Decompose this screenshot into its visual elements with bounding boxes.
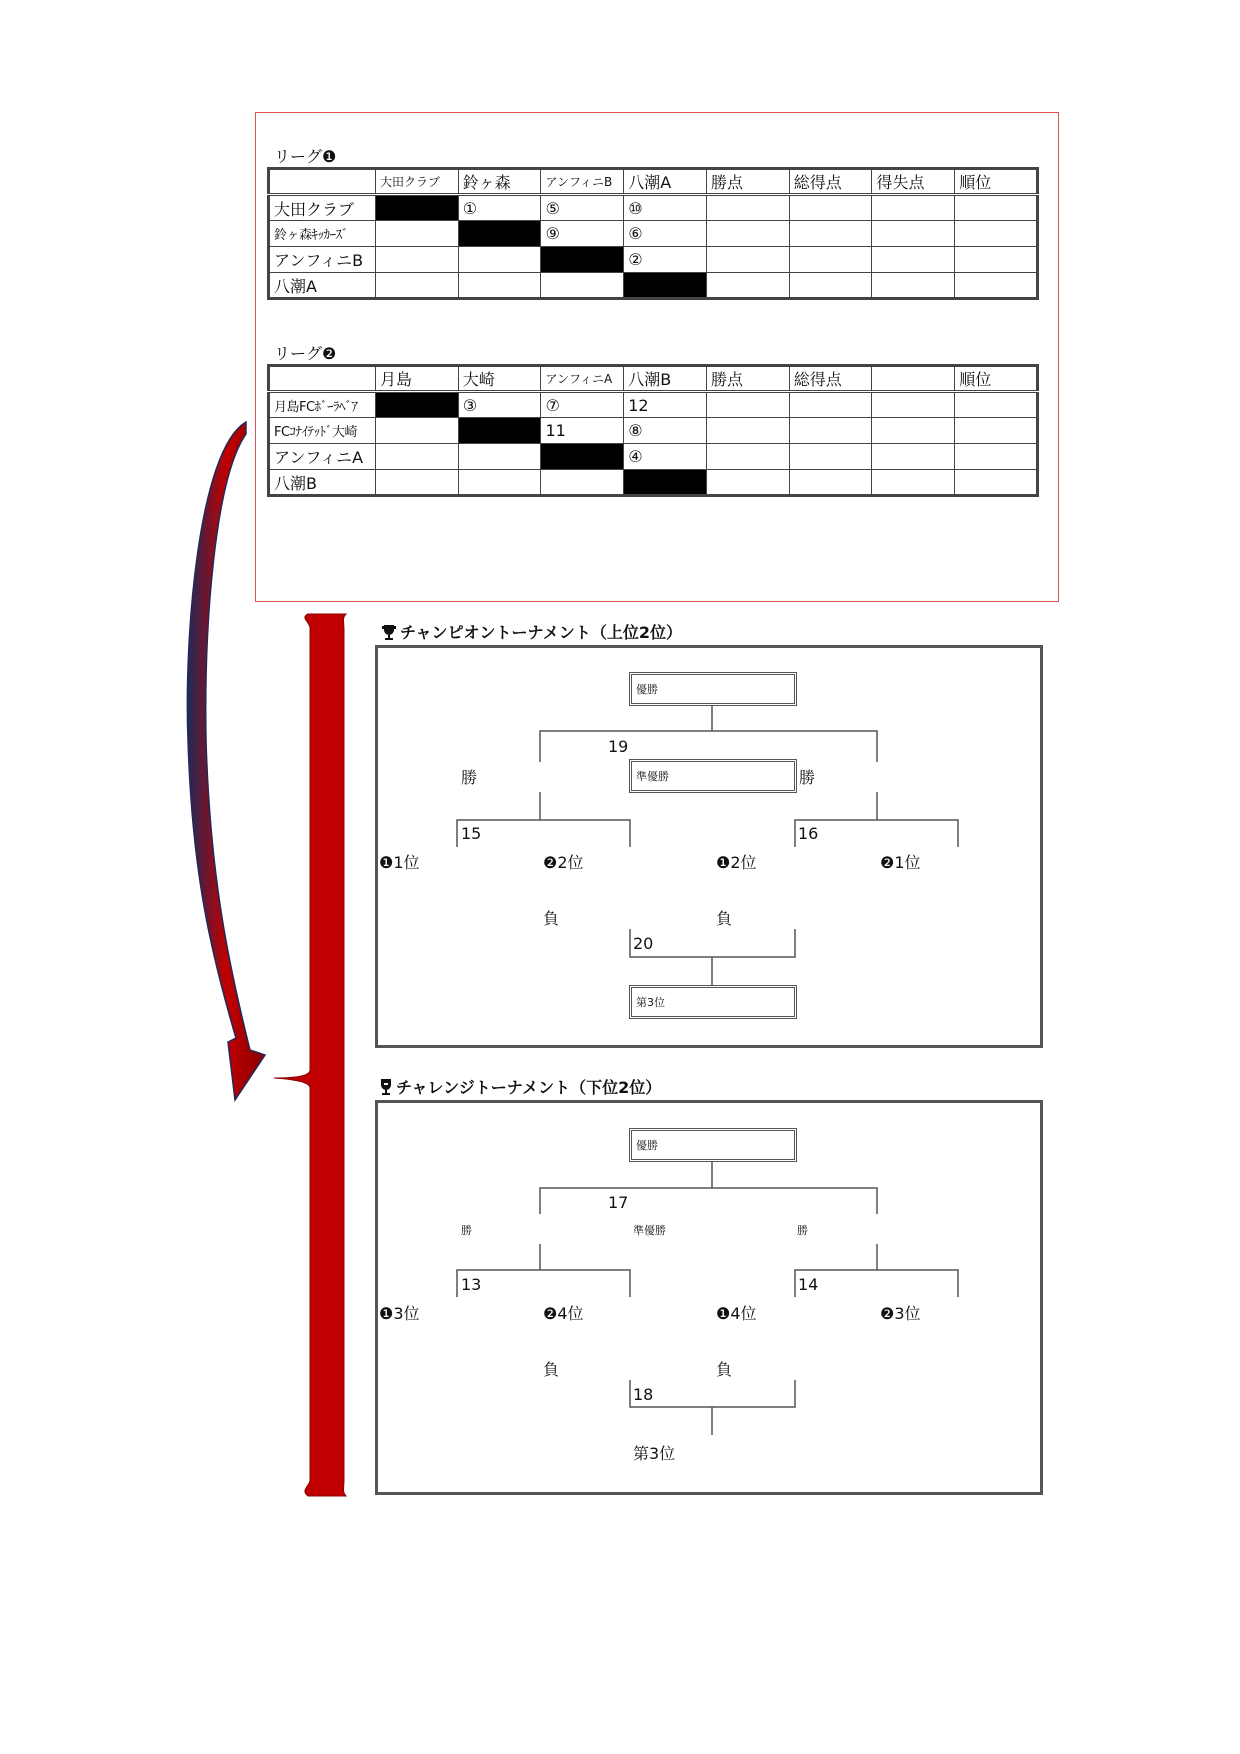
match-cell: ⑤	[541, 195, 624, 221]
header-cell: 鈴ヶ森	[458, 169, 541, 195]
match-number: 14	[798, 1275, 819, 1294]
table-row	[269, 247, 1038, 273]
goal-diff-cell	[872, 418, 955, 444]
goals-cell	[789, 273, 872, 299]
self-match-cell	[624, 273, 707, 299]
table-row	[269, 273, 1038, 299]
seed-label: ❶2位	[716, 853, 757, 872]
match-cell	[458, 470, 541, 496]
match-number: 15	[461, 824, 482, 843]
league1-header-row	[269, 169, 1038, 195]
header-cell: 大崎	[458, 366, 541, 392]
goal-diff-cell	[872, 273, 955, 299]
header-cell: 総得点	[789, 169, 872, 195]
header-cell: 大田クラブ	[375, 169, 458, 195]
points-cell	[706, 470, 789, 496]
match-number: 13	[461, 1275, 482, 1294]
goal-diff-cell	[872, 470, 955, 496]
points-cell	[706, 273, 789, 299]
win-label: 勝	[461, 1224, 472, 1237]
goals-cell	[789, 392, 872, 418]
match-cell	[458, 444, 541, 470]
bracket-brace-icon	[270, 612, 350, 1498]
match-cell	[375, 273, 458, 299]
header-cell: 順位	[955, 169, 1038, 195]
match-cell	[375, 444, 458, 470]
team-name-cell: アンフィニA	[269, 444, 376, 470]
team-name-cell: 八潮B	[269, 470, 376, 496]
champion-box: 優勝	[629, 672, 797, 706]
rank-cell	[955, 247, 1038, 273]
match-number: 17	[608, 1193, 629, 1212]
win-label: 勝	[799, 768, 816, 787]
match-cell: ③	[458, 392, 541, 418]
seed-label: ❷1位	[880, 853, 921, 872]
goals-cell	[789, 444, 872, 470]
match-cell: ⑦	[541, 392, 624, 418]
header-cell: 順位	[955, 366, 1038, 392]
seed-label: ❷2位	[543, 853, 584, 872]
team-name-cell: 大田クラブ	[269, 195, 376, 221]
header-cell: アンフィニB	[541, 169, 624, 195]
win-label: 勝	[797, 1224, 808, 1237]
rank-cell	[955, 444, 1038, 470]
self-match-cell	[375, 195, 458, 221]
self-match-cell	[624, 470, 707, 496]
seed-label: ❶1位	[379, 853, 420, 872]
team-name-cell: 鈴ヶ森ｷｯｶｰｽﾞ	[269, 221, 376, 247]
header-cell: 勝点	[706, 366, 789, 392]
team-name-cell: 八潮A	[269, 273, 376, 299]
goals-cell	[789, 195, 872, 221]
header-cell: 八潮B	[624, 366, 707, 392]
rank-cell	[955, 418, 1038, 444]
champion-box: 優勝	[629, 1128, 797, 1162]
points-cell	[706, 392, 789, 418]
third-place-label: 第3位	[633, 1444, 676, 1463]
team-name-cell: 月島FCﾎﾞｰﾗﾍﾞｱ	[269, 392, 376, 418]
third-place-box: 第3位	[629, 985, 797, 1019]
match-cell: ⑨	[541, 221, 624, 247]
match-cell	[375, 221, 458, 247]
header-cell: 月島	[375, 366, 458, 392]
seed-label: ❷3位	[880, 1304, 921, 1323]
seed-label: ❶3位	[379, 1304, 420, 1323]
table-row	[269, 444, 1038, 470]
points-cell	[706, 444, 789, 470]
goals-cell	[789, 247, 872, 273]
goal-diff-cell	[872, 247, 955, 273]
lose-label: 負	[716, 1360, 733, 1379]
match-cell: ④	[624, 444, 707, 470]
medal-icon	[378, 1078, 394, 1096]
points-cell	[706, 195, 789, 221]
match-cell: ⑧	[624, 418, 707, 444]
challenge-heading	[378, 1075, 661, 1098]
self-match-cell	[541, 444, 624, 470]
team-name-cell: アンフィニB	[269, 247, 376, 273]
runner-up-box: 準優勝	[629, 759, 797, 793]
match-cell	[375, 247, 458, 273]
header-cell: 総得点	[789, 366, 872, 392]
match-cell: ②	[624, 247, 707, 273]
match-cell	[541, 273, 624, 299]
match-cell	[541, 470, 624, 496]
table-row	[269, 418, 1038, 444]
match-cell: 12	[624, 392, 707, 418]
champion-heading	[380, 620, 682, 643]
self-match-cell	[541, 247, 624, 273]
match-number: 18	[633, 1385, 654, 1404]
match-cell	[458, 273, 541, 299]
match-cell	[375, 418, 458, 444]
team-name-cell: FCｺﾅｲﾃｯﾄﾞ大崎	[269, 418, 376, 444]
match-cell: ⑥	[624, 221, 707, 247]
match-cell: ⑩	[624, 195, 707, 221]
table-row	[269, 195, 1038, 221]
header-cell: 勝点	[706, 169, 789, 195]
seed-label: ❶4位	[716, 1304, 757, 1323]
win-label: 勝	[461, 768, 478, 787]
match-number: 20	[633, 934, 654, 953]
league2-table	[267, 364, 1039, 497]
self-match-cell	[458, 221, 541, 247]
goal-diff-cell	[872, 444, 955, 470]
league2-title: リーグ❷	[274, 344, 337, 363]
league1-title: リーグ❶	[274, 147, 337, 166]
lose-label: 負	[716, 909, 733, 928]
trophy-icon	[380, 623, 398, 641]
match-cell	[458, 247, 541, 273]
goals-cell	[789, 221, 872, 247]
goal-diff-cell	[872, 195, 955, 221]
champion-title: チャンピオントーナメント（上位2位）	[400, 623, 683, 642]
points-cell	[706, 418, 789, 444]
league1-table	[267, 167, 1039, 300]
challenge-title: チャレンジトーナメント（下位2位）	[396, 1078, 662, 1097]
goals-cell	[789, 418, 872, 444]
self-match-cell	[375, 392, 458, 418]
match-cell: 11	[541, 418, 624, 444]
lose-label: 負	[543, 909, 560, 928]
header-cell: アンフィニA	[541, 366, 624, 392]
goals-cell	[789, 470, 872, 496]
table-row	[269, 221, 1038, 247]
header-cell	[269, 169, 376, 195]
match-cell	[375, 470, 458, 496]
runner-up-label: 準優勝	[633, 1224, 666, 1237]
lose-label: 負	[543, 1360, 560, 1379]
match-number: 16	[798, 824, 819, 843]
seed-label: ❷4位	[543, 1304, 584, 1323]
rank-cell	[955, 221, 1038, 247]
header-cell	[269, 366, 376, 392]
points-cell	[706, 247, 789, 273]
self-match-cell	[458, 418, 541, 444]
header-cell: 八潮A	[624, 169, 707, 195]
goal-diff-cell	[872, 392, 955, 418]
match-number: 19	[608, 737, 629, 756]
table-row	[269, 392, 1038, 418]
rank-cell	[955, 273, 1038, 299]
rank-cell	[955, 195, 1038, 221]
rank-cell	[955, 470, 1038, 496]
header-cell: 得失点	[872, 169, 955, 195]
rank-cell	[955, 392, 1038, 418]
goal-diff-cell	[872, 221, 955, 247]
points-cell	[706, 221, 789, 247]
header-cell	[872, 366, 955, 392]
table-row	[269, 470, 1038, 496]
league2-header-row	[269, 366, 1038, 392]
match-cell: ①	[458, 195, 541, 221]
